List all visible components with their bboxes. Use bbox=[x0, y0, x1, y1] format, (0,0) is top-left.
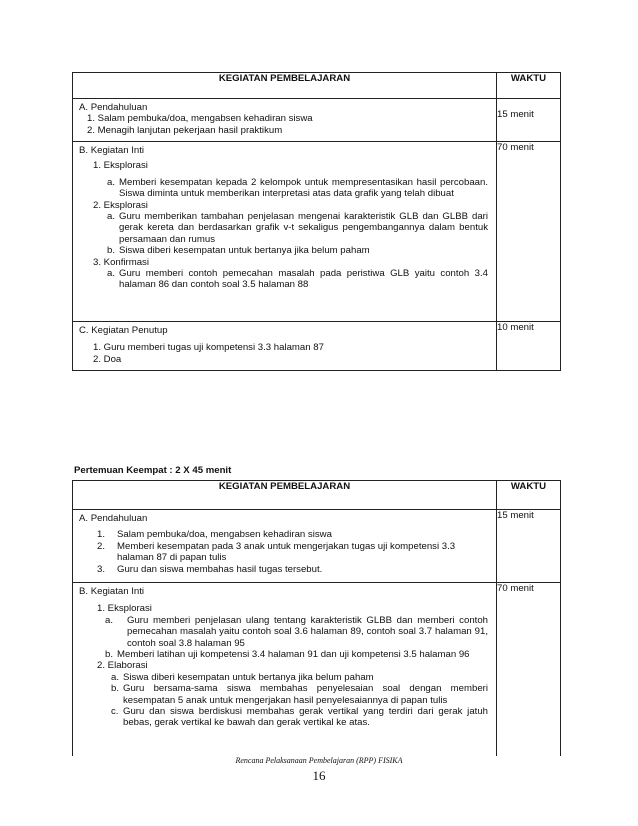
footer-caption: Rencana Pelaksanaan Pembelajaran (RPP) FISIKA bbox=[235, 756, 403, 765]
subsection-title: 2. Elaborasi bbox=[97, 660, 148, 672]
pendahuluan-cell bbox=[73, 99, 497, 142]
section-title: B. Kegiatan Inti bbox=[79, 586, 145, 597]
table-header-row bbox=[73, 481, 561, 510]
time-value: 15 menit bbox=[497, 510, 561, 583]
subsection-title: 1. Eksplorasi bbox=[97, 603, 152, 615]
time-value: 10 menit bbox=[497, 322, 561, 371]
time-value: 70 menit bbox=[497, 583, 561, 757]
pendahuluan-cell bbox=[73, 510, 497, 583]
list-item: 2. Menagih lanjutan pekerjaan hasil praktikum bbox=[87, 124, 283, 136]
list-item: a. Guru memberikan tambahan penjelasan mengenai karakteristik GLB dan GLBB dari gerak kereta dan berdasarkan grafik v-t sekaligus pengembangannya dalam bentuk persamaan dan rumus bbox=[107, 211, 488, 245]
list-item: 1. Salam pembuka/doa, mengabsen kehadiran siswa bbox=[87, 113, 313, 125]
list-item: b. Siswa diberi kesempatan untuk bertanya jika belum paham bbox=[107, 245, 370, 257]
subsection-title: 1. Eksplorasi bbox=[93, 160, 148, 172]
list-item: a. Siswa diberi kesempatan untuk bertanya jika belum paham bbox=[111, 671, 374, 683]
lesson-table-2 bbox=[72, 480, 561, 756]
time-value: 15 menit bbox=[497, 99, 561, 142]
section-title: A. Pendahuluan bbox=[79, 102, 148, 113]
meeting-title: Pertemuan Keempat : 2 X 45 menit bbox=[74, 465, 232, 476]
list-item: 3. Guru dan siswa membahas hasil tugas tersebut. bbox=[97, 563, 323, 575]
list-item: 1. Guru memberi tugas uji kompetensi 3.3 halaman 87 bbox=[93, 342, 324, 354]
list-item: a. Memberi kesempatan kepada 2 kelompok untuk mempresentasikan hasil percobaan. Siswa diminta untuk memberikan interpretasi atas data grafik yang telah dibuat bbox=[107, 176, 488, 200]
table-row bbox=[73, 99, 561, 142]
lesson-table-1 bbox=[72, 72, 561, 371]
page-number: 16 bbox=[312, 768, 326, 783]
table-header-row bbox=[73, 73, 561, 99]
subsection-title: 2. Eksplorasi bbox=[93, 199, 148, 211]
time-value: 70 menit bbox=[497, 142, 561, 322]
table-row bbox=[73, 583, 561, 757]
list-item: 1. Salam pembuka/doa, mengabsen kehadiran siswa bbox=[97, 529, 332, 541]
activity-header: KEGIATAN PEMBELAJARAN bbox=[73, 481, 497, 510]
list-item: a. Guru memberi contoh pemecahan masalah pada peristiwa GLB yaitu contoh 3.4 halaman 86 dan contoh soal 3.5 halaman 88 bbox=[107, 268, 488, 291]
section-title: A. Pendahuluan bbox=[79, 513, 148, 524]
list-item: 2. Doa bbox=[93, 353, 122, 365]
table-row bbox=[73, 510, 561, 583]
list-item: b. Memberi latihan uji kompetensi 3.4 halaman 91 dan uji kompetensi 3.5 halaman 96 bbox=[105, 649, 470, 661]
time-header: WAKTU bbox=[497, 73, 561, 99]
table-row bbox=[73, 322, 561, 371]
penutup-cell bbox=[73, 322, 497, 371]
section-title: B. Kegiatan Inti bbox=[79, 145, 145, 156]
inti-cell bbox=[73, 142, 497, 322]
inti-cell bbox=[73, 583, 497, 757]
activity-header: KEGIATAN PEMBELAJARAN bbox=[73, 73, 497, 99]
time-header: WAKTU bbox=[497, 481, 561, 510]
list-item: b. Guru bersama-sama siswa membahas penyelesaian soal dengan memberi kesempatan 5 anak untuk mengerjakan hasil penyelesaiannya di papan tulis bbox=[111, 683, 488, 706]
section-title: C. Kegiatan Penutup bbox=[79, 325, 168, 336]
list-item: a. Guru memberi penjelasan ulang tentang karakteristik GLBB dan memberi contoh pemecahan masalah yaitu contoh soal 3.6 halaman 89, contoh soal 3.7 halaman 91, contoh soal 3.8 halaman 95 bbox=[105, 614, 488, 649]
list-item: 2. Memberi kesempatan pada 3 anak untuk mengerjakan tugas uji kompetensi 3.3 halaman 87 di papan tulis bbox=[97, 540, 456, 564]
subsection-title: 3. Konfirmasi bbox=[93, 256, 149, 268]
table-row bbox=[73, 142, 561, 322]
list-item: c. Guru dan siswa berdiskusi membahas gerak vertikal yang terdiri dari gerak jatuh bebas, gerak vertikal ke bawah dan gerak vertikal ke atas. bbox=[111, 706, 488, 729]
